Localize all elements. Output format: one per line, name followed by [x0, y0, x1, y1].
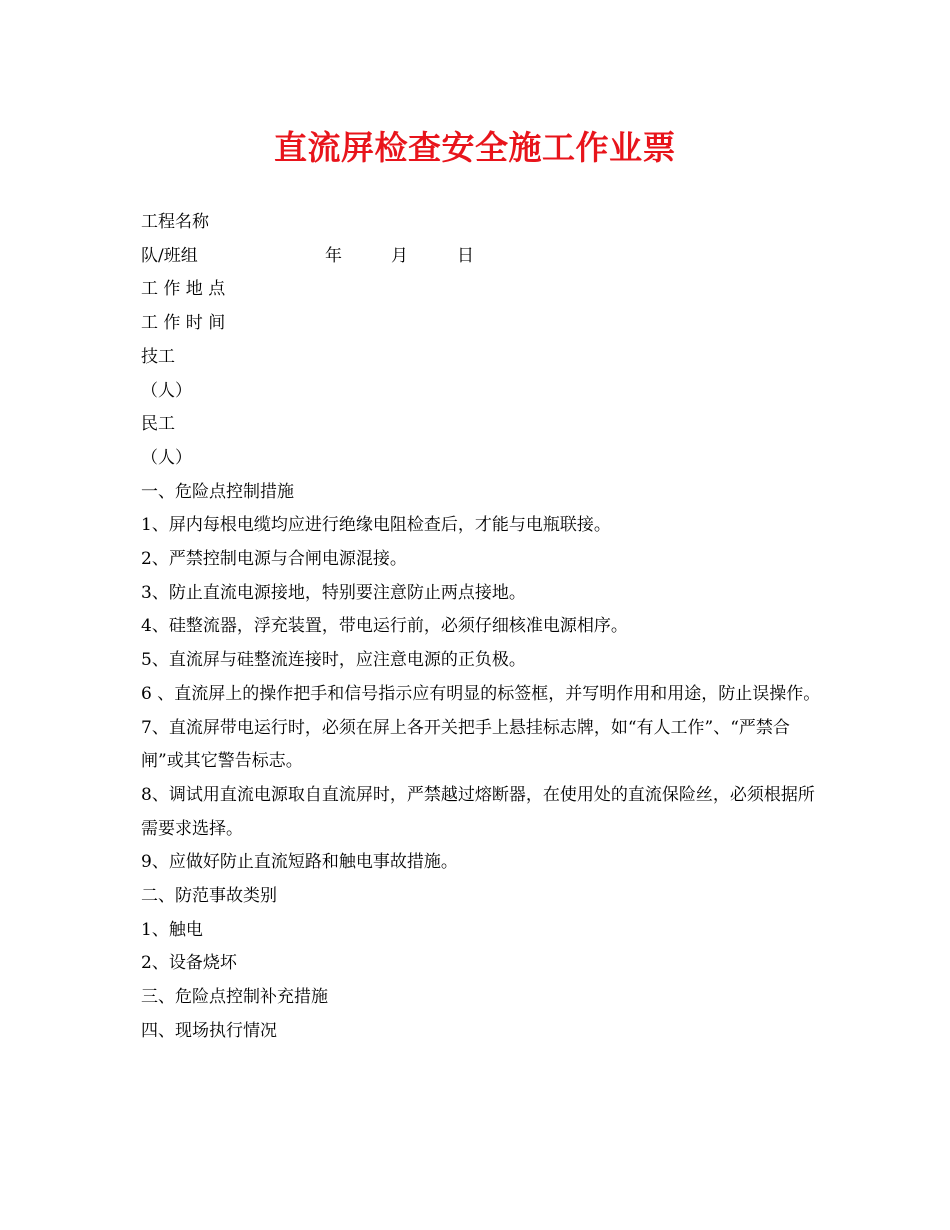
section1-item-9: 9、应做好防止直流短路和触电事故措施。	[141, 852, 458, 873]
year-label: 年	[325, 245, 342, 266]
day-label: 日	[457, 245, 474, 266]
section1-item-7: 7、直流屏带电运行时，必须在屏上各开关把手上悬挂标志牌，如“有人工作”、“严禁合闸”或其它警告标志。	[141, 717, 790, 772]
section1-item-3: 3、防止直流电源接地，特别要注意防止两点接地。	[141, 582, 526, 603]
team-date-row	[141, 240, 821, 274]
month-label: 月	[391, 245, 408, 266]
section1-item-5: 5、直流屏与硅整流连接时，应注意电源的正负极。	[141, 650, 526, 671]
section1-item-2: 2、严禁控制电源与合闸电源混接。	[141, 549, 407, 570]
document-title: 直流屏检查安全施工作业票	[274, 128, 676, 167]
section1-item-8: 8、调试用直流电源取自直流屏时，严禁越过熔断器，在使用处的直流保险丝，必须根据所需要求选择。	[141, 784, 815, 839]
project-name-label: 工程名称	[141, 212, 209, 232]
section2-item-1: 1、触电	[141, 919, 203, 940]
section1-item-6: 6 、直流屏上的操作把手和信号指示应有明显的标签框，并写明作用和用途，防止误操作。	[141, 683, 821, 704]
team-label: 队/班组	[141, 245, 198, 266]
section1-item-4: 4、硅整流器，浮充装置，带电运行前，必须仔细核准电源相序。	[141, 616, 628, 637]
section2-item-2: 2、设备烧坏	[141, 953, 237, 974]
laborer-unit: （人）	[141, 447, 192, 468]
work-location-label: 工 作 地 点	[141, 279, 226, 300]
technician-unit: （人）	[141, 380, 192, 401]
section1-heading: 一、危险点控制措施	[141, 481, 294, 502]
laborer-label: 民工	[141, 414, 175, 435]
technician-label: 技工	[141, 346, 175, 367]
work-time-label: 工 作 时 间	[141, 313, 226, 334]
document-body	[141, 206, 821, 1049]
section3-heading: 三、危险点控制补充措施	[141, 987, 328, 1008]
section1-item-1: 1、屏内每根电缆均应进行绝缘电阻检查后，才能与电瓶联接。	[141, 515, 611, 536]
section2-heading: 二、防范事故类别	[141, 886, 277, 907]
section4-heading: 四、现场执行情况	[141, 1020, 277, 1041]
